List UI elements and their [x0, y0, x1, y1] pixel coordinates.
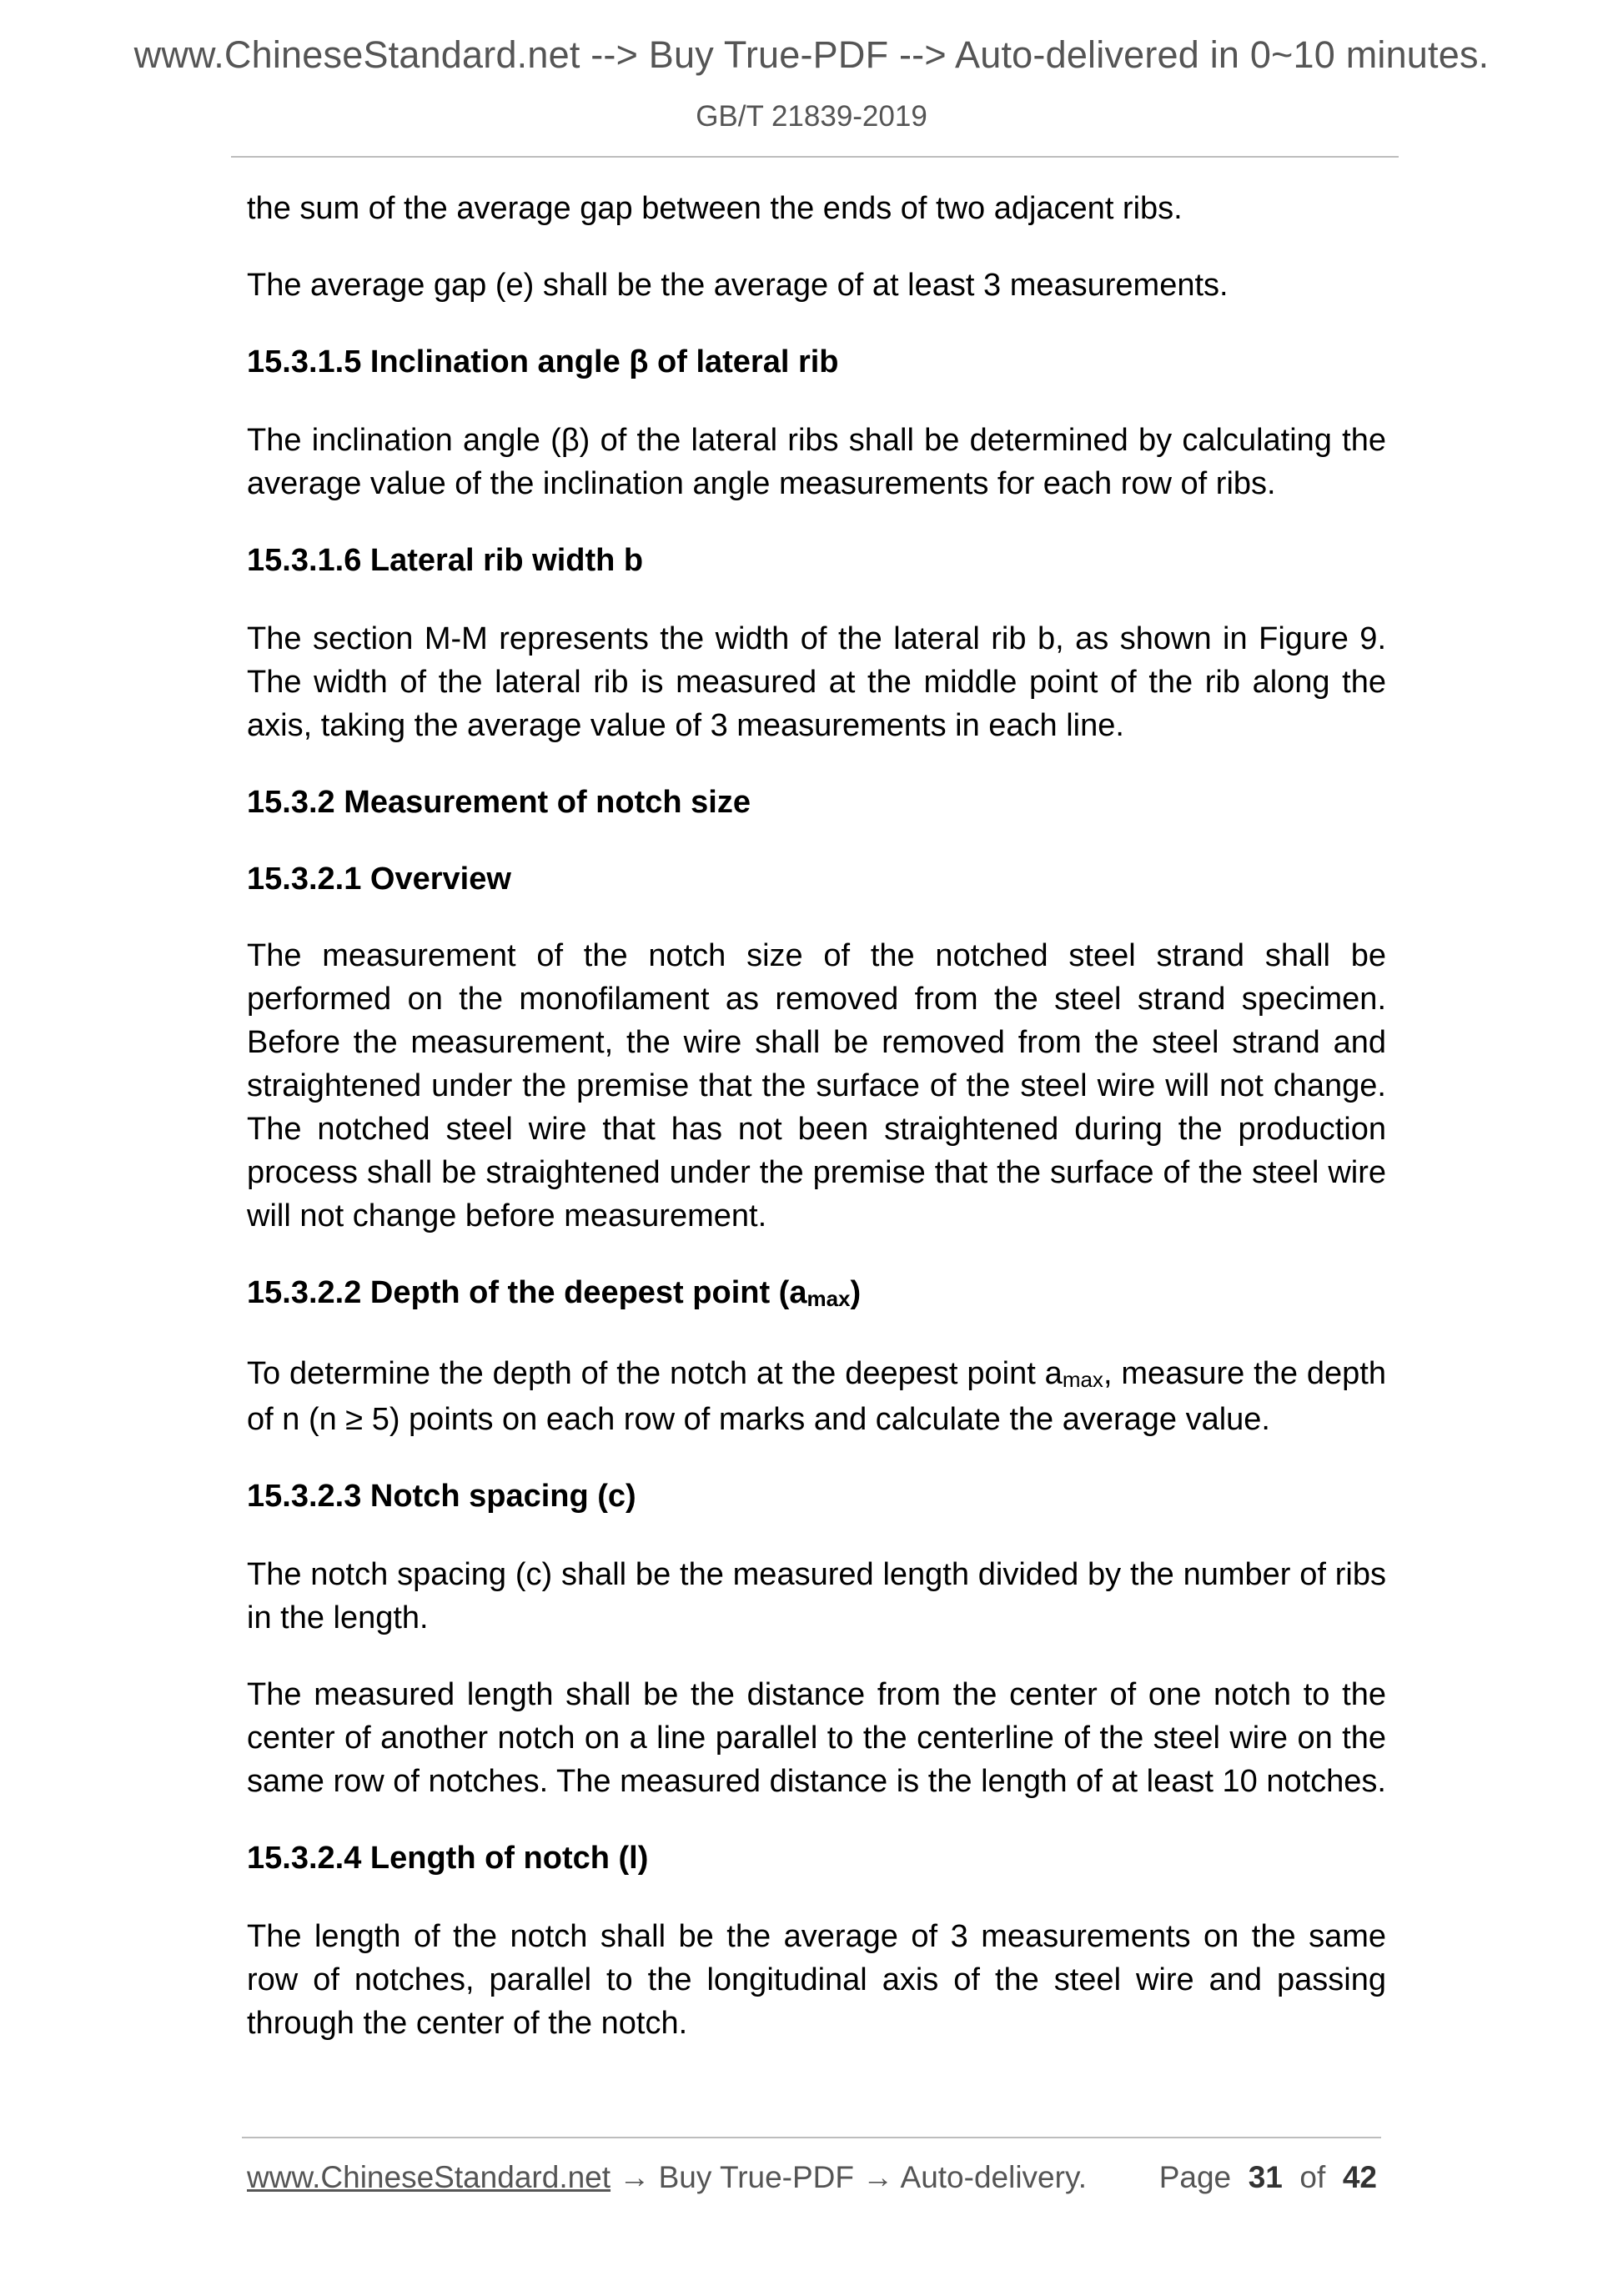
- total-pages-number: 42: [1342, 2160, 1377, 2194]
- paragraph-deepest-point-subscript: max: [1062, 1367, 1103, 1392]
- heading-15-3-2-2: [247, 1271, 1386, 1317]
- document-code: GB/T 21839-2019: [696, 100, 927, 133]
- footer-divider: [242, 2137, 1381, 2138]
- page-footer: [247, 2160, 1377, 2195]
- paragraph-notch-length: The length of the notch shall be the average of 3 measurements on the same row of notches, parallel to the longitudinal axis of the steel wire and passing through the center of the notch.: [247, 1919, 1386, 2041]
- current-page-number: 31: [1248, 2160, 1283, 2194]
- heading-15-3-2: 15.3.2 Measurement of notch size: [247, 785, 751, 820]
- paragraph-deepest-point-end: , measure the depth of n (n ≥ 5) points on each row of marks and calculate the average value.: [247, 1356, 1386, 1437]
- paragraph-average-gap: The average gap (e) shall be the average of at least 3 measurements.: [247, 268, 1229, 303]
- paragraph-inclination-angle: The inclination angle (β) of the lateral ribs shall be determined by calculating the average value of the inclination angle measurements for each row of ribs.: [247, 423, 1386, 501]
- page-indicator: [1159, 2160, 1377, 2195]
- page-label: Page: [1158, 2160, 1232, 2194]
- heading-15-3-1-5: 15.3.1.5 Inclination angle β of lateral rib: [247, 344, 839, 379]
- page-content: [247, 187, 1386, 2078]
- paragraph-overview: The measurement of the notch size of the notched steel strand shall be performed on the monofilament as removed from the steel strand specimen. Before the measurement, the wire shall be removed from the steel strand and straightened under the premise that the surface of the steel wire will not change. The notched steel wire that has not been straightened during the production process shall be straightened under the premise that the surface of the steel wire will not change before measurement.: [247, 938, 1386, 1233]
- top-banner: www.ChineseStandard.net --> Buy True-PDF --> Auto-delivered in 0~10 minutes.: [133, 33, 1490, 76]
- heading-15-3-2-2-close: ): [850, 1275, 862, 1310]
- paragraph-measured-length: The measured length shall be the distance from the center of one notch to the center of another notch on a line parallel to the centerline of the steel wire on the same row of notches. The measured distance is the length of at least 10 notches.: [247, 1677, 1386, 1799]
- heading-15-3-2-4: 15.3.2.4 Length of notch (l): [247, 1841, 649, 1876]
- paragraph-deepest-point: [247, 1352, 1386, 1441]
- paragraph-deepest-point-start: To determine the depth of the notch at the deepest point a: [247, 1356, 1063, 1391]
- paragraph-gap-sum: the sum of the average gap between the ends of two adjacent ribs.: [247, 191, 1183, 226]
- heading-15-3-2-2-text: 15.3.2.2 Depth of the deepest point (a: [247, 1275, 807, 1310]
- paragraph-notch-spacing: The notch spacing (c) shall be the measured length divided by the number of ribs in the length.: [247, 1557, 1386, 1635]
- heading-15-3-1-6: 15.3.1.6 Lateral rib width b: [247, 543, 644, 578]
- of-label: of: [1299, 2160, 1326, 2194]
- footer-site-link[interactable]: www.ChineseStandard.net: [247, 2160, 611, 2194]
- heading-15-3-2-1: 15.3.2.1 Overview: [247, 862, 511, 897]
- heading-15-3-2-2-subscript: max: [806, 1286, 851, 1311]
- footer-promo-text: → Buy True-PDF → Auto-delivery.: [611, 2160, 1087, 2194]
- paragraph-rib-width: The section M-M represents the width of the lateral rib b, as shown in Figure 9. The width of the lateral rib is measured at the middle point of the rib along the axis, taking the average value of 3 measurements in each line.: [247, 621, 1386, 743]
- footer-promo: [247, 2160, 1087, 2195]
- header-divider: [231, 156, 1399, 158]
- heading-15-3-2-3: 15.3.2.3 Notch spacing (c): [247, 1479, 636, 1514]
